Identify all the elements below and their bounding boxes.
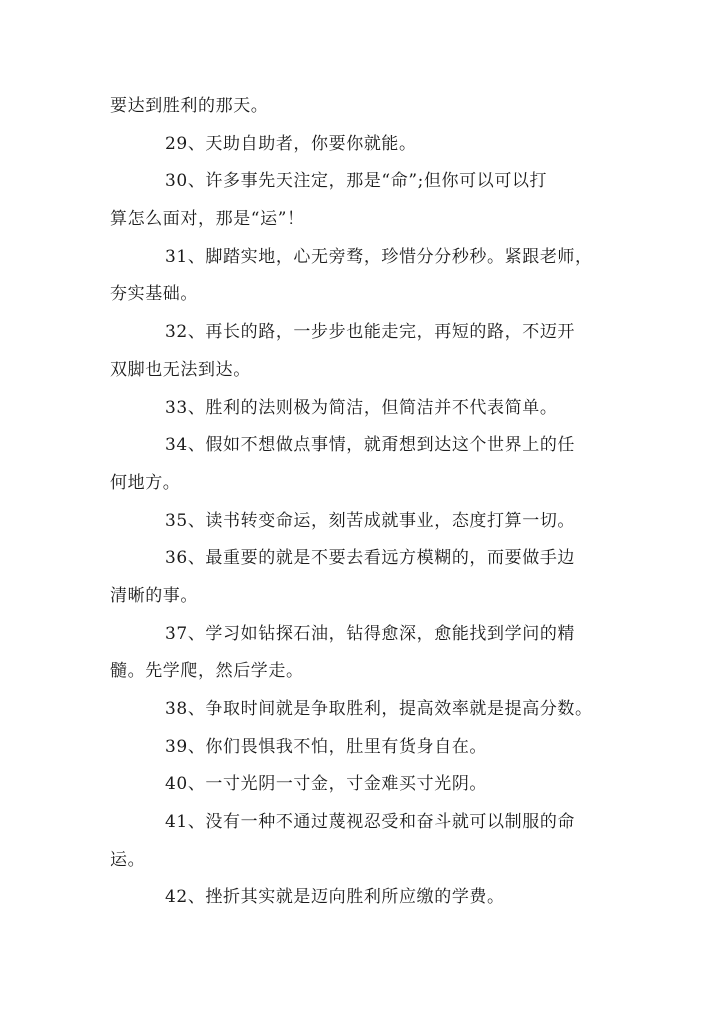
paragraph [110,88,640,126]
text-line: 29、天助自助者，你要你就能。 [165,133,417,154]
paragraph [110,691,640,729]
paragraph [110,314,640,389]
text-line: 39、你们畏惧我不怕，肚里有货身自在。 [165,736,488,757]
text-line: 双脚也无法到达。 [110,359,251,380]
document-body [110,88,640,917]
text-line: 32、再长的路，一步步也能走完，再短的路，不迈开 [165,322,576,343]
text-line: 33、胜利的法则极为简洁，但简洁并不代表简单。 [165,397,558,418]
paragraph [110,427,640,502]
paragraph [110,540,640,615]
text-line: 夯实基础。 [110,284,198,305]
text-line: 37、学习如钻探石油，钻得愈深，愈能找到学问的精 [165,623,576,644]
text-line: 何地方。 [110,472,181,493]
text-line: 要达到胜利的那天。 [110,96,269,116]
text-line: 34、假如不想做点事情，就甭想到达这个世界上的任 [165,435,576,456]
text-line: 38、争取时间就是争取胜利，提高效率就是提高分数。 [165,699,593,719]
text-line: 清晰的事。 [110,585,198,606]
paragraph [110,766,640,804]
paragraph [110,503,640,541]
text-line: 30、许多事先天注定，那是“命”;但你可以可以打 [165,171,548,192]
text-line: 36、最重要的就是不要去看远方模糊的，而要做手边 [165,548,576,569]
text-line: 42、挫折其实就是迈向胜利所应缴的学费。 [165,887,505,908]
text-line: 40、一寸光阴一寸金，寸金难买寸光阴。 [165,774,488,795]
text-line: 35、读书转变命运，刻苦成就事业，态度打算一切。 [165,510,576,531]
paragraph [110,390,640,428]
paragraph [110,126,640,164]
paragraph [110,163,640,238]
text-line: 运。 [110,849,146,870]
text-line: 髓。先学爬，然后学走。 [110,661,304,682]
paragraph [110,804,640,879]
text-line: 41、没有一种不通过蔑视忍受和奋斗就可以制服的命 [165,812,576,833]
paragraph [110,616,640,691]
paragraph [110,239,640,314]
text-line: 算怎么面对，那是“运”！ [110,209,305,230]
text-line: 31、脚踏实地，心无旁骛，珍惜分分秒秒。紧跟老师， [165,246,593,267]
paragraph [110,729,640,767]
paragraph [110,879,640,917]
